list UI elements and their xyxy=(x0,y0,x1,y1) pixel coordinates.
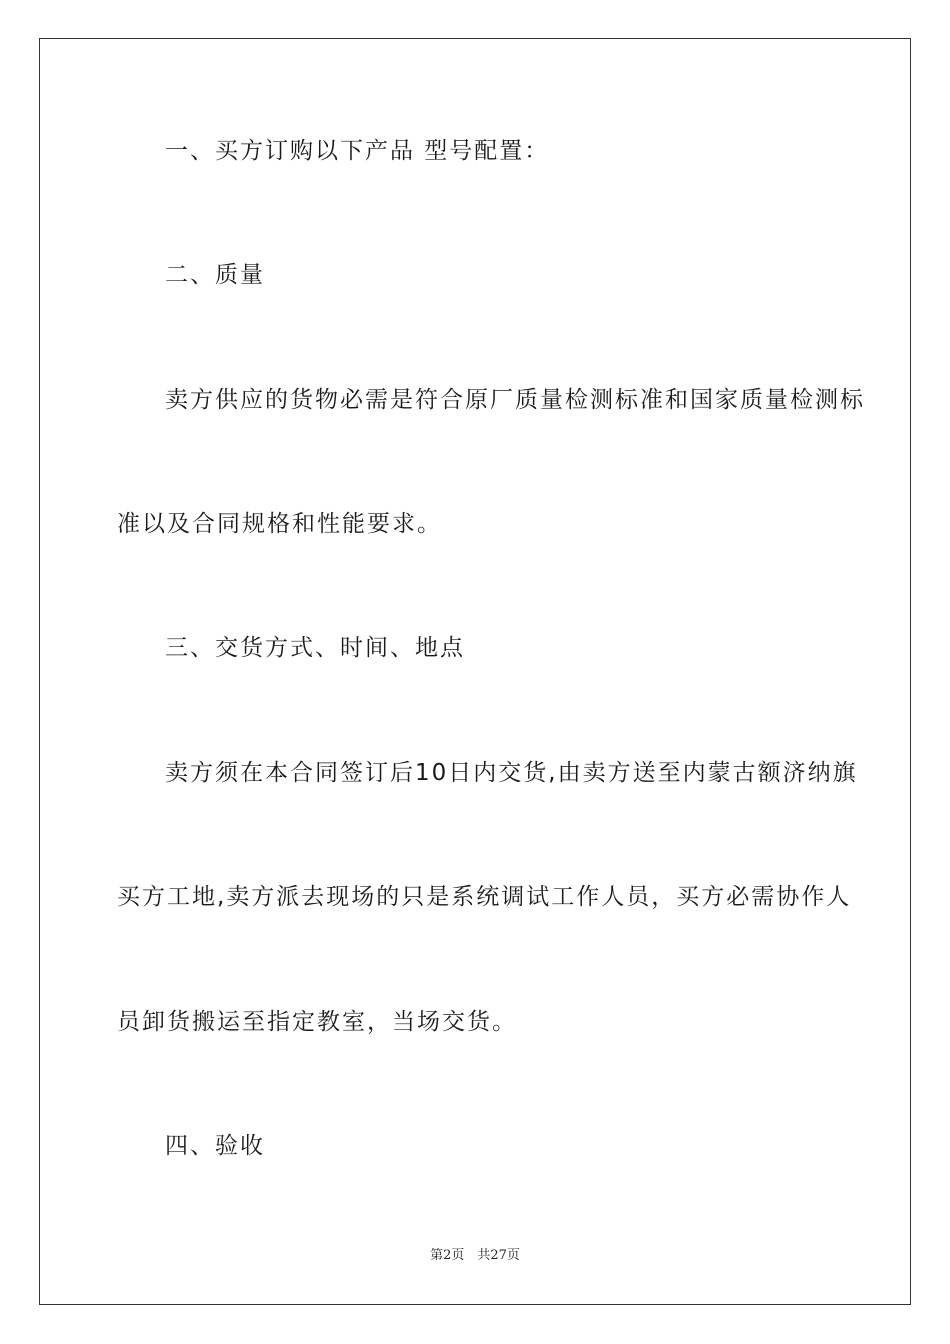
section-heading-4: 四、验收 xyxy=(165,1133,265,1159)
section-heading-3: 三、交货方式、时间、地点 xyxy=(165,635,465,661)
paragraph-line: 准以及合同规格和性能要求。 xyxy=(117,511,442,537)
page-number-footer: 第2页 共27页 xyxy=(430,1248,520,1263)
page-border xyxy=(39,38,911,1305)
paragraph-line: 卖方须在本合同签订后10日内交货,由卖方送至内蒙古额济纳旗 xyxy=(165,760,858,786)
paragraph-line: 员卸货搬运至指定教室，当场交货。 xyxy=(117,1009,517,1035)
paragraph-line: 卖方供应的货物必需是符合原厂质量检测标准和国家质量检测标 xyxy=(165,387,865,413)
section-heading-1: 一、买方订购以下产品 型号配置： xyxy=(165,138,550,164)
section-heading-2: 二、质量 xyxy=(165,262,265,288)
paragraph-line: 买方工地,卖方派去现场的只是系统调试工作人员，买方必需协作人 xyxy=(117,884,852,910)
